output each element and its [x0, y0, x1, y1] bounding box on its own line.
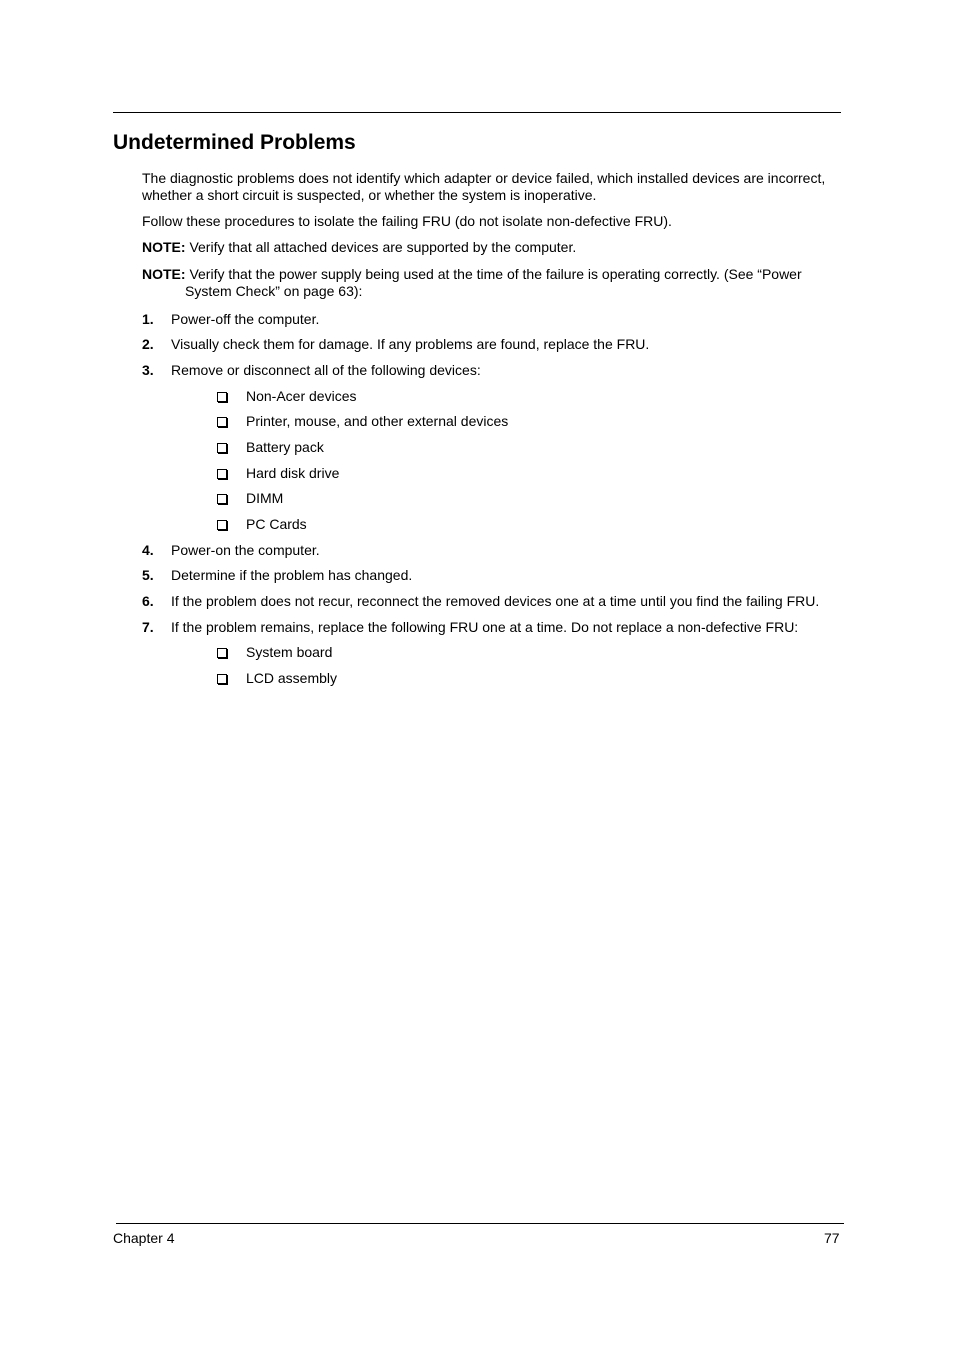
note-label: NOTE: [142, 266, 186, 282]
checkbox-bullet-icon [217, 648, 227, 658]
list-item-text: DIMM [246, 490, 284, 506]
note-text: Verify that all attached devices are supported by the computer. [185, 239, 577, 255]
step-number: 5. [142, 567, 154, 583]
step-number: 7. [142, 619, 154, 635]
list-item-text: Non-Acer devices [246, 388, 357, 404]
checkbox-bullet-icon [217, 674, 227, 684]
note-power-supply [142, 266, 842, 300]
step-number: 6. [142, 593, 154, 609]
note-text-continued: System Check” on page 63): [185, 283, 363, 299]
step-number: 3. [142, 362, 154, 378]
footer-chapter: Chapter 4 [113, 1230, 175, 1246]
step-text: If the problem remains, replace the following FRU one at a time. Do not replace a non-defective FRU: [171, 619, 799, 635]
checkbox-bullet-icon [217, 417, 227, 427]
footer-page-number: 77 [824, 1230, 840, 1246]
step-text: Visually check them for damage. If any problems are found, replace the FRU. [171, 336, 650, 352]
note-text: Verify that the power supply being used at the time of the failure is operating correctly. (See “Power [185, 266, 802, 282]
procedure-paragraph: Follow these procedures to isolate the failing FRU (do not isolate non-defective FRU). [142, 213, 672, 229]
step-text: Remove or disconnect all of the following devices: [171, 362, 481, 378]
step-text: If the problem does not recur, reconnect the removed devices one at a time until you find the failing FRU. [171, 593, 820, 609]
checkbox-bullet-icon [217, 443, 227, 453]
checkbox-bullet-icon [217, 469, 227, 479]
checkbox-bullet-icon [217, 392, 227, 402]
note-label: NOTE: [142, 239, 186, 255]
step-number: 4. [142, 542, 154, 558]
list-item-text: Battery pack [246, 439, 324, 455]
list-item-text: PC Cards [246, 516, 307, 532]
note-attached-devices [142, 239, 842, 256]
step-number: 1. [142, 311, 154, 327]
checkbox-bullet-icon [217, 520, 227, 530]
checkbox-bullet-icon [217, 494, 227, 504]
intro-paragraph: The diagnostic problems does not identify which adapter or device failed, which installed devices are incorrect, whether a short circuit is suspected, or whether the system is inoperative. [142, 170, 826, 203]
step-number: 2. [142, 336, 154, 352]
list-item-text: System board [246, 644, 333, 660]
header-rule [113, 112, 841, 113]
list-item-text: LCD assembly [246, 670, 338, 686]
step-text: Power-off the computer. [171, 311, 320, 327]
step-text: Determine if the problem has changed. [171, 567, 413, 583]
list-item-text: Hard disk drive [246, 465, 340, 481]
list-item-text: Printer, mouse, and other external devices [246, 413, 509, 429]
footer-rule [116, 1223, 844, 1224]
step-text: Power-on the computer. [171, 542, 320, 558]
page-title: Undetermined Problems [113, 131, 356, 154]
